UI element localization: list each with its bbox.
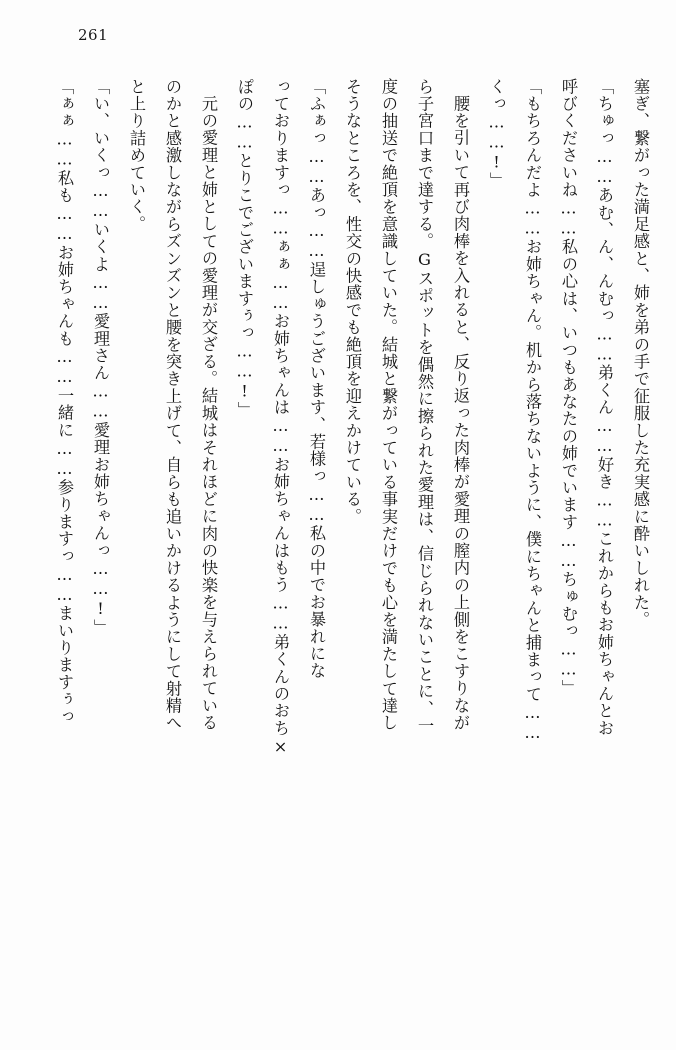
text-line: っておりますっ……ぁぁ……お姉ちゃんは……お姉ちゃんはもう……弟くんのおち× [271,78,290,757]
text-line: と上り詰めていく。 [127,78,146,233]
text-line: 塞ぎ、繋がった満足感と、姉を弟の手で征服した充実感に酔いしれた。 [631,78,650,629]
text-line: ら子宮口まで達する。Gスポットを偶然に擦られた愛理は、信じられないことに、一 [415,78,434,735]
text-line: のかと感激しながらズンズンと腰を突き上げて、自らも追いかけるようにして射精へ [163,78,182,732]
text-line: くっ……!」 [487,78,506,190]
page-text-body [36,78,648,1008]
text-line: 元の愛理と姉としての愛理が交ざる。結城はそれほどに肉の快楽を与えられている [199,95,218,732]
text-line: 「い、いくっ……いくよ……愛理さん……愛理お姉ちゃんっ……!」 [91,78,110,637]
text-line: 腰を引いて再び肉棒を入れると、反り返った肉棒が愛理の膣内の上側をこすりなが [451,95,470,732]
text-line: ぽの……とりこでございますぅっ……!」 [235,78,254,419]
text-line: 「ふぁっ……あっ……逞しゅうございます、若様っ……私の中でお暴れにな [307,78,326,680]
text-line: 「もちろんだよ……お姉ちゃん。机から落ちないように、僕にちゃんと捕まって…… [523,78,542,743]
text-line: 「ぁぁ……私も……お姉ちゃんも……一緒に……参りますっ……まいりますぅっ [55,78,74,726]
text-line: 呼びくださいね……私の心は、いつもあなたの姉でいます……ちゅむっ……」 [559,78,578,697]
page-number: 261 [78,26,109,44]
text-line: 度の抽送で絶頂を意識していた。結城と繋がっている事実だけでも心を満たして達し [379,78,398,732]
text-line: そうなところを、性交の快感でも絶頂を迎えかけている。 [343,78,362,526]
text-line: 「ちゅっ……あむ、ん、んむっ……弟くん……好き……これからもお姉ちゃんとお [595,78,614,737]
